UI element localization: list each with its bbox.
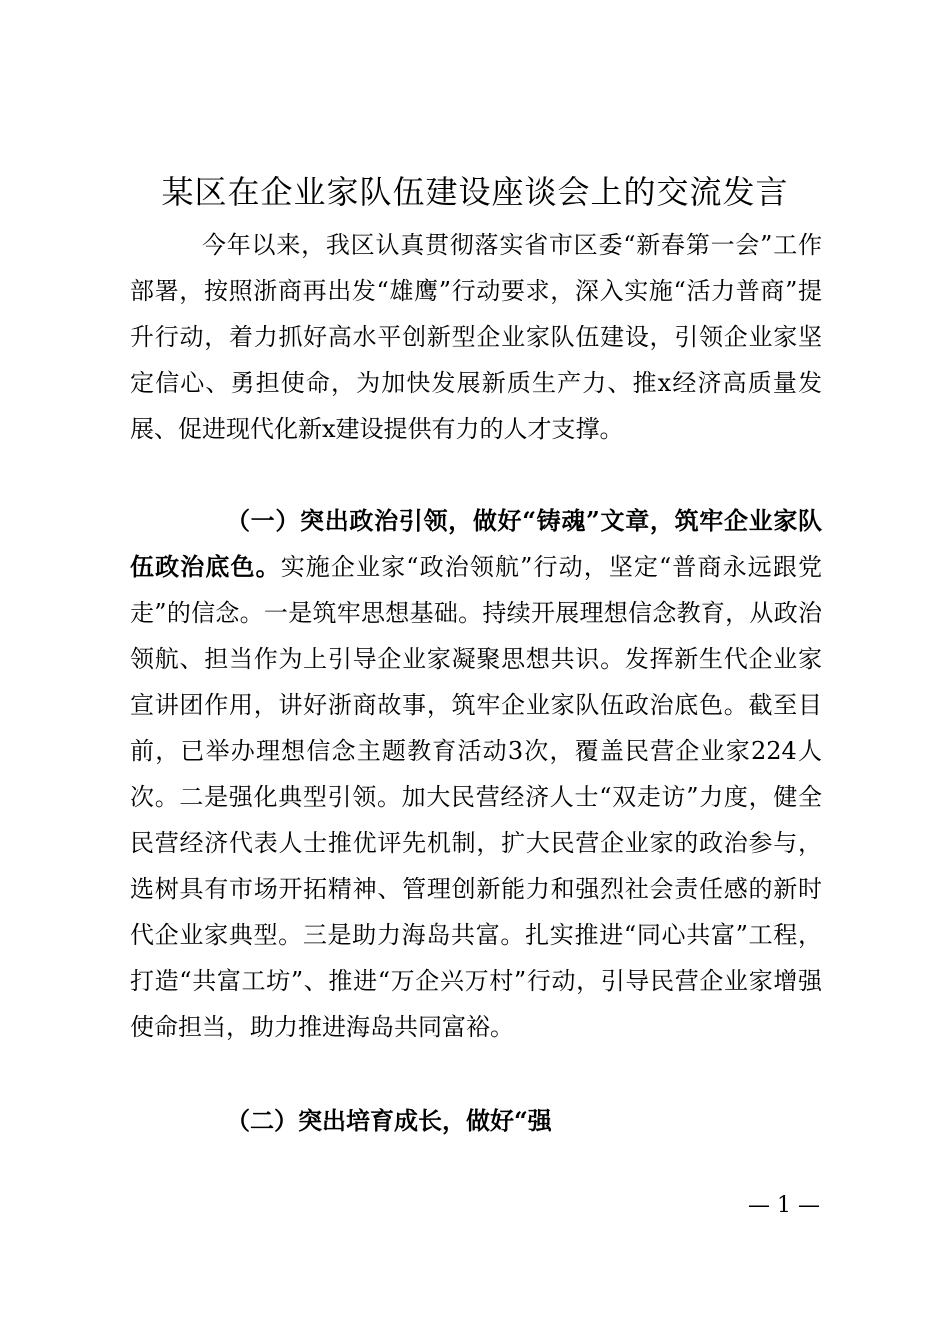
document-title: 某区在企业家队伍建设座谈会上的交流发言	[161, 173, 789, 211]
paragraph-section-2	[130, 1098, 822, 1144]
paragraph-intro-text: 今年以来，我区认真贯彻落实省市区委“新春第一会”工作部署，按照浙商再出发“雄鹰”行动要求，深入实施“活力普商”提升行动，着力抓好高水平创新型企业家队伍建设，引领企业家坚定信心、勇担使命，为加快发展新质生产力、推x经济高质量发展、促进现代化新x建设提供有力的人才支撑。	[130, 231, 822, 443]
paragraph-intro	[130, 222, 822, 452]
section-1-text: 实施企业家“政治领航”行动，坚定“普商永远跟党走”的信念。一是筑牢思想基础。持续开展理想信念教育，从政治领航、担当作为上引导企业家凝聚思想共识。发挥新生代企业家宣讲团作用，讲好浙商故事，筑牢企业家队伍政治底色。截至目前，已举办理想信念主题教育活动3次，覆盖民营企业家224人次。二是强化典型引领。加大民营经济人士“双走访”力度，健全民营经济代表人士推优评先机制，扩大民营企业家的政治参与，选树具有市场开拓精神、管理创新能力和强烈社会责任感的新时代企业家典型。三是助力海岛共富。扎实推进“同心共富”工程，打造“共富工坊”、推进“万企兴万村”行动，引导民营企业家增强使命担当，助力推进海岛共同富裕。	[130, 553, 822, 1041]
section-1-heading: （一）突出政治引领，做好“铸魂”文章，筑牢企业家队伍政治底色。	[130, 506, 822, 581]
section-2-heading: （二）突出培育成长，做好“强	[226, 1106, 552, 1135]
paragraph-section-1	[130, 498, 822, 1050]
page-number: — 1 —	[748, 1193, 820, 1218]
